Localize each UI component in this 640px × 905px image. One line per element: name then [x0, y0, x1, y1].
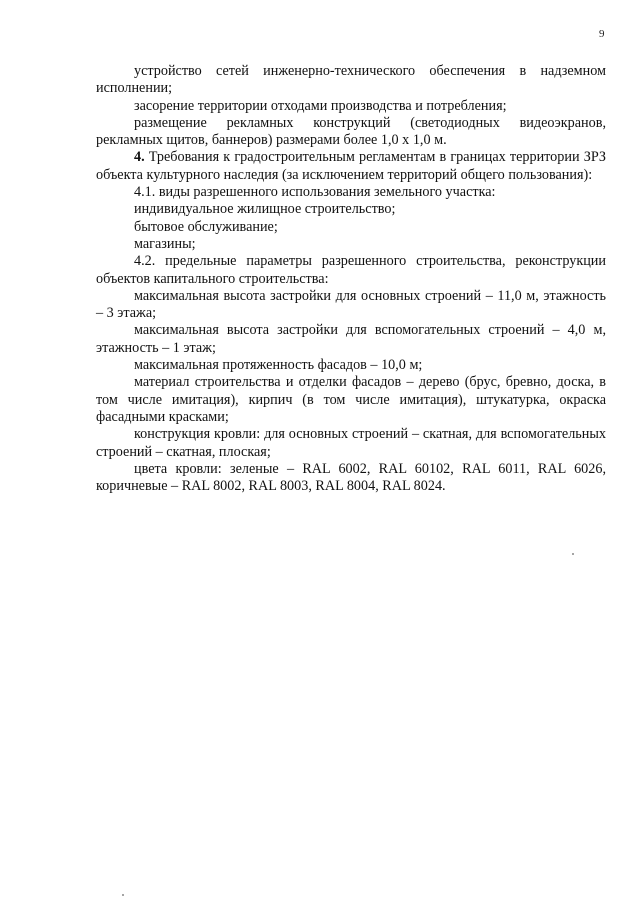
paragraph-facade-materials: материал строительства и отделки фасадов – дерево (брус, бревно, доска, в том числе имитация), кирпич (в том числе имитация), штукатурка, окраска фасадными красками; — [96, 374, 606, 425]
paragraph-shops: магазины; — [134, 235, 196, 252]
paragraph-consumer-services: бытовое обслуживание; — [134, 218, 278, 235]
paragraph-auxiliary-building-height: максимальная высота застройки для вспомогательных строений – 4,0 м, этажность – 1 этаж; — [96, 322, 606, 356]
paragraph-facade-length: максимальная протяженность фасадов – 10,0 м; — [134, 357, 423, 374]
document-body — [96, 63, 606, 495]
paragraph-roof-construction: конструкция кровли: для основных строений – скатная, для вспомогательных строений – скатная, плоская; — [96, 426, 606, 460]
paragraph-section-4-heading: 4. Требования к градостроительным регламентам в границах территории ЗРЗ объекта культурного наследия (за исключением территорий общего пользования): — [96, 149, 606, 183]
scan-speck — [572, 553, 574, 555]
paragraph-overhead-networks: устройство сетей инженерно-технического обеспечения в надземном исполнении; — [96, 63, 606, 97]
paragraph-individual-housing: индивидуальное жилищное строительство; — [134, 201, 396, 218]
paragraph-roof-colors: цвета кровли: зеленые – RAL 6002, RAL 60102, RAL 6011, RAL 6026, коричневые – RAL 8002, RAL 8003, RAL 8004, RAL 8024. — [96, 460, 606, 495]
paragraph-4-2-parameters: 4.2. предельные параметры разрешенного строительства, реконструкции объектов капитального строительства: — [96, 253, 606, 287]
paragraph-advertising: размещение рекламных конструкций (светодиодных видеоэкранов, рекламных щитов, баннеров) размерами более 1,0 х 1,0 м. — [96, 114, 606, 149]
paragraph-main-building-height: максимальная высота застройки для основных строений – 11,0 м, этажность – 3 этажа; — [96, 287, 606, 322]
paragraph-littering: засорение территории отходами производства и потребления; — [134, 97, 507, 114]
scan-speck — [122, 894, 124, 896]
paragraph-4-1-land-use: 4.1. виды разрешенного использования земельного участка: — [134, 184, 496, 201]
section-number: 4. — [134, 149, 145, 166]
page-number: 9 — [599, 28, 605, 40]
